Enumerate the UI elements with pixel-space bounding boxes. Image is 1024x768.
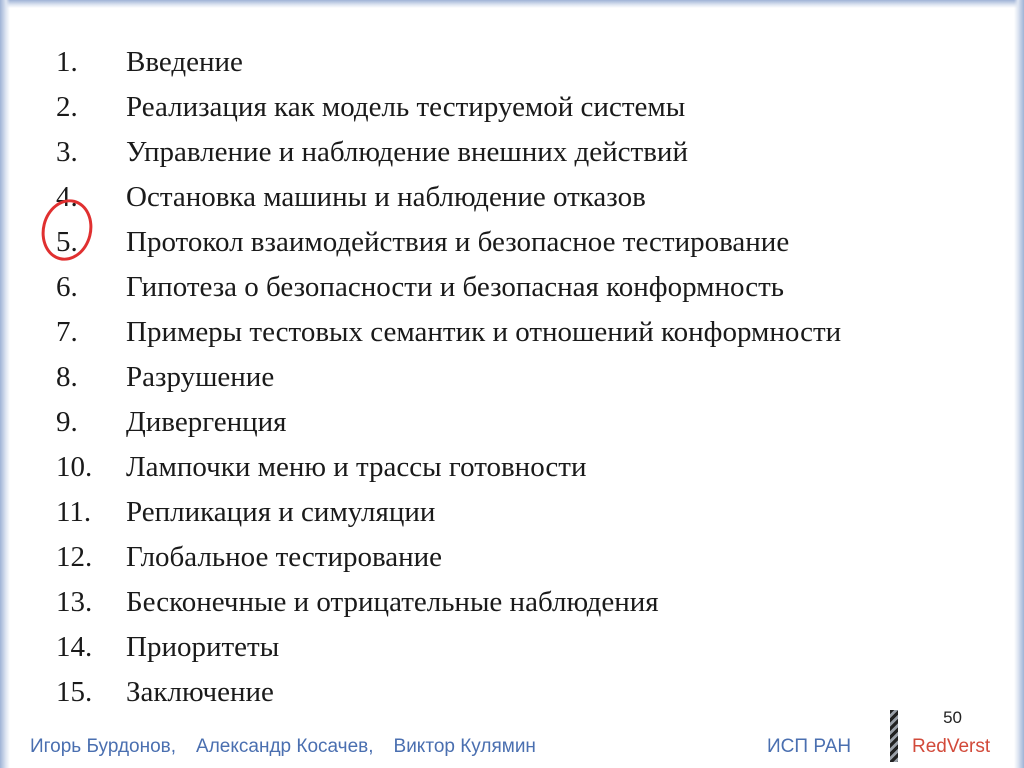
toc-number: 1.: [56, 46, 78, 78]
toc-number: 6.: [56, 271, 78, 303]
footer-authors: [30, 736, 556, 758]
toc-text: Разрушение: [126, 361, 275, 393]
toc-number: 8.: [56, 361, 78, 393]
toc-number: 12.: [56, 541, 93, 573]
author-name: Виктор Кулямин: [393, 736, 536, 757]
toc-text: Глобальное тестирование: [126, 541, 443, 573]
toc-number: 9.: [56, 406, 78, 438]
toc-number: 4.: [56, 181, 78, 213]
author-name: Александр Косачев,: [196, 736, 374, 757]
toc-number: 11.: [56, 496, 92, 528]
toc-number: 10.: [56, 451, 93, 483]
top-border: [0, 0, 1024, 8]
toc-number: 5.: [56, 226, 78, 258]
footer-organization: ИСП РАН: [767, 736, 852, 757]
toc-number: 7.: [56, 316, 78, 348]
toc-text: Репликация и симуляции: [126, 496, 436, 528]
toc-number: 2.: [56, 91, 78, 123]
toc-text: Остановка машины и наблюдение отказов: [126, 181, 646, 213]
toc-number: 13.: [56, 586, 93, 618]
footer-brand: RedVerst: [912, 736, 991, 757]
footer: [0, 728, 1024, 768]
right-border: [1014, 0, 1024, 768]
toc-text: Приоритеты: [126, 631, 280, 663]
toc-text: Бесконечные и отрицательные наблюдения: [126, 586, 659, 618]
toc-text: Гипотеза о безопасности и безопасная конформность: [126, 271, 784, 303]
toc-text: Введение: [126, 46, 243, 78]
toc-text: Протокол взаимодействия и безопасное тестирование: [126, 226, 790, 258]
pillar-logo-icon: [890, 710, 898, 762]
toc-text: Примеры тестовых семантик и отношений конформности: [126, 316, 842, 348]
toc-number: 15.: [56, 676, 93, 708]
toc-text: Дивергенция: [126, 406, 287, 438]
toc-text: Управление и наблюдение внешних действий: [126, 136, 688, 168]
toc-number: 3.: [56, 136, 78, 168]
toc-text: Реализация как модель тестируемой системы: [126, 91, 686, 123]
left-border: [0, 0, 10, 768]
highlight-circle-annotation: [35, 194, 99, 266]
toc-text: Заключение: [126, 676, 274, 708]
author-name: Игорь Бурдонов,: [30, 736, 177, 757]
page-number: 50: [943, 708, 962, 727]
toc-text: Лампочки меню и трассы готовности: [126, 451, 587, 483]
toc-number: 14.: [56, 631, 93, 663]
